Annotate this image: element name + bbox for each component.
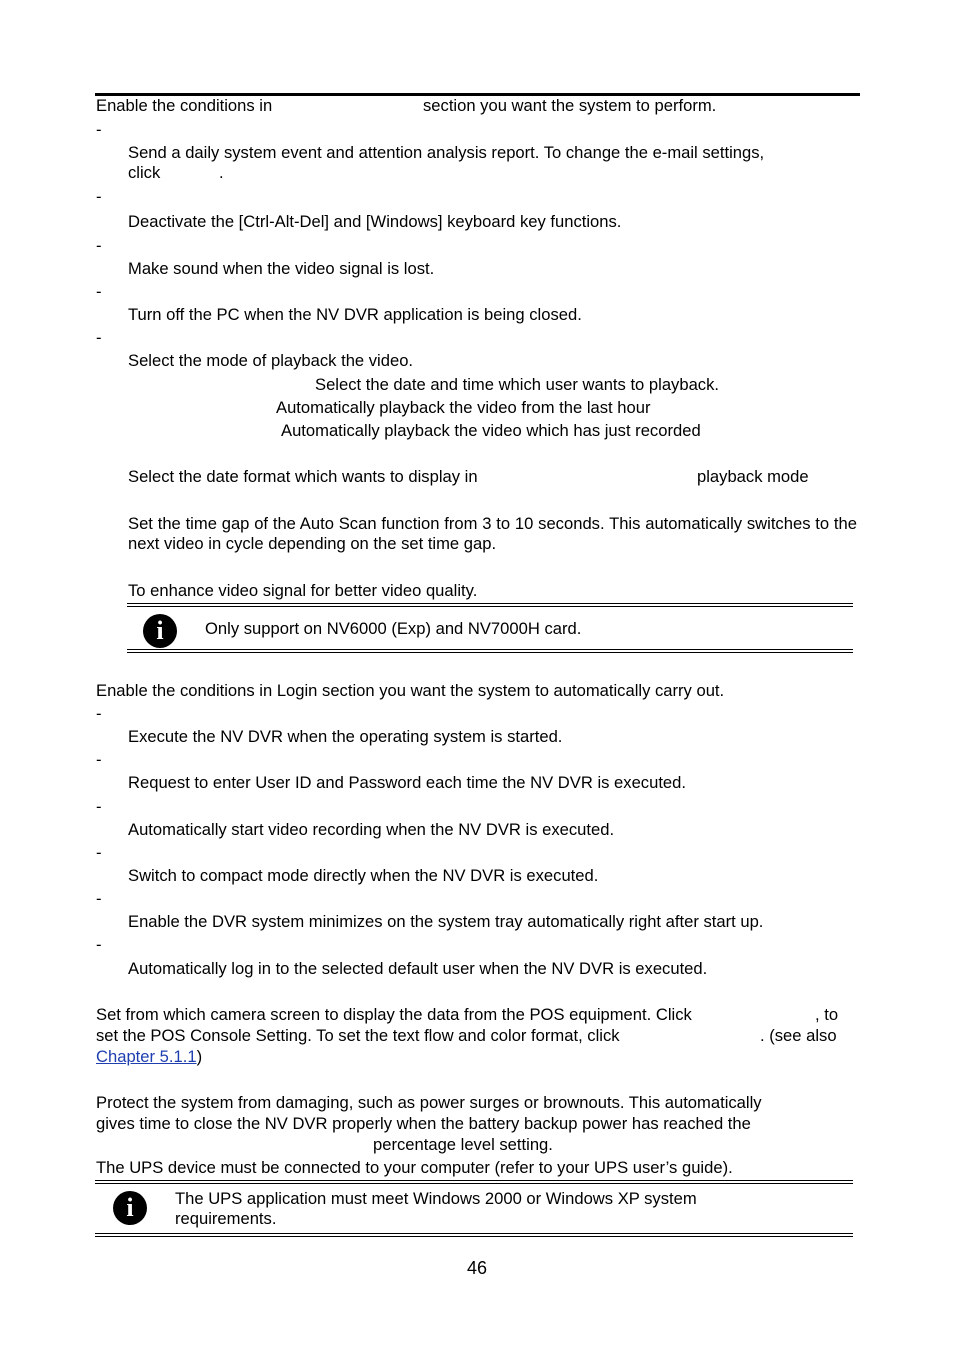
enhance-desc: To enhance video signal for better video quality.: [128, 581, 478, 600]
note-top-rule-inner: [127, 606, 853, 607]
list-item-desc: Request to enter User ID and Password each time the NV DVR is executed.: [128, 773, 686, 792]
playback-mode-desc: Automatically playback the video which has just recorded: [281, 421, 701, 440]
list-item-desc: Deactivate the [Ctrl-Alt-Del] and [Windows] keyboard key functions.: [128, 212, 622, 231]
note-text: requirements.: [175, 1209, 277, 1228]
chapter-link[interactable]: Chapter 5.1.1: [96, 1047, 197, 1066]
list-item-desc: Switch to compact mode directly when the NV DVR is executed.: [128, 866, 599, 885]
note-bottom-rule: [95, 1233, 853, 1234]
system-intro-before: Enable the conditions in: [96, 96, 273, 115]
list-item-desc: Make sound when the video signal is lost.: [128, 259, 435, 278]
list-item-desc: Automatically log in to the selected default user when the NV DVR is executed.: [128, 959, 708, 978]
list-item-dash: -: [96, 328, 102, 347]
pos-text: . (see also: [760, 1026, 837, 1045]
list-item-desc: Turn off the PC when the NV DVR application is being closed.: [128, 305, 582, 324]
list-item-desc: Automatically start video recording when the NV DVR is executed.: [128, 820, 615, 839]
ups-text: The UPS device must be connected to your computer (refer to your UPS user’s guide).: [96, 1158, 733, 1177]
note-bottom-rule-inner: [95, 1236, 853, 1237]
list-item-dash: -: [96, 236, 102, 255]
list-item-desc: .: [219, 163, 224, 182]
pos-close-paren: ): [196, 1047, 203, 1066]
list-item-desc: Select the mode of playback the video.: [128, 351, 414, 370]
login-intro: Enable the conditions in Login section you want the system to automatically carry out.: [96, 681, 725, 700]
pos-text: , to: [815, 1005, 839, 1024]
list-item-desc: Enable the DVR system minimizes on the system tray automatically right after start up.: [128, 912, 764, 931]
date-format-desc: Select the date format which wants to display in: [128, 467, 478, 486]
list-item-dash: -: [96, 704, 102, 723]
date-format-desc-end: playback mode: [697, 467, 809, 486]
info-icon: i: [113, 1191, 147, 1225]
list-item-dash: -: [96, 935, 102, 954]
pos-text: set the POS Console Setting. To set the text flow and color format, click: [96, 1026, 620, 1045]
pos-text: Set from which camera screen to display the data from the POS equipment. Click: [96, 1005, 692, 1024]
auto-scan-desc: Set the time gap of the Auto Scan function from 3 to 10 seconds. This automatically switches to the next video in cycle depending on the set time gap.: [128, 514, 857, 553]
list-item-desc: click: [128, 163, 161, 182]
system-intro-after: section you want the system to perform.: [423, 96, 717, 115]
note-text: Only support on NV6000 (Exp) and NV7000H card.: [205, 619, 582, 638]
note-text: The UPS application must meet Windows 2000 or Windows XP system: [175, 1189, 697, 1208]
ups-text: Protect the system from damaging, such as power surges or brownouts. This automatically: [96, 1093, 762, 1112]
list-item-dash: -: [96, 889, 102, 908]
list-item-desc: Execute the NV DVR when the operating system is started.: [128, 727, 563, 746]
note-bottom-rule-inner: [127, 652, 853, 653]
note-top-rule: [95, 1180, 853, 1181]
page-number: 46: [466, 1258, 488, 1278]
info-icon: i: [143, 614, 177, 648]
note-top-rule-inner: [95, 1183, 853, 1184]
ups-text: percentage level setting.: [373, 1135, 553, 1154]
list-item-dash: -: [96, 120, 102, 139]
list-item-dash: -: [96, 187, 102, 206]
pos-chapter-line: [96, 1047, 202, 1067]
note-bottom-rule: [127, 649, 853, 650]
playback-mode-desc: Automatically playback the video from the last hour: [276, 398, 651, 417]
list-item-dash: -: [96, 282, 102, 301]
list-item-dash: -: [96, 843, 102, 862]
list-item-dash: -: [96, 750, 102, 769]
ups-text: gives time to close the NV DVR properly when the battery backup power has reached the: [96, 1114, 751, 1133]
list-item-dash: -: [96, 797, 102, 816]
note-top-rule: [127, 603, 853, 604]
list-item-desc: Send a daily system event and attention analysis report. To change the e-mail settings,: [128, 143, 765, 162]
playback-mode-desc: Select the date and time which user wants to playback.: [315, 375, 720, 394]
